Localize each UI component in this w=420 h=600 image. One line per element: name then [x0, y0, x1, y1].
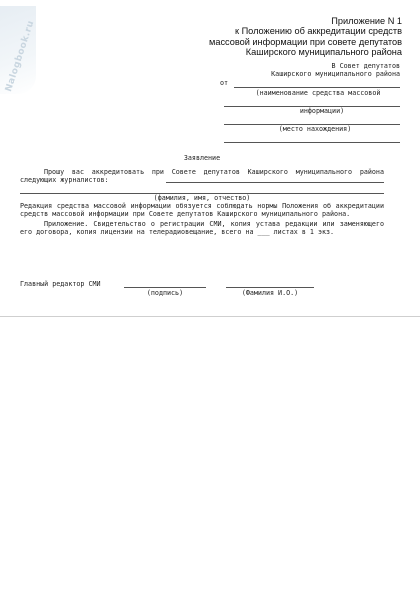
signature-caption: (подпись) — [146, 289, 184, 297]
header-line: массовой информации при совете депутатов — [209, 36, 402, 47]
media-name-caption: (наименование средства массовой — [255, 89, 381, 97]
page-bottom-divider — [0, 316, 420, 317]
watermark-ribbon — [0, 6, 36, 94]
name-line — [226, 287, 314, 288]
header-line: Каширского муниципального района — [245, 47, 402, 58]
from-field — [214, 78, 400, 89]
location-caption: (место нахождения) — [278, 125, 352, 133]
from-prefix: от — [220, 79, 229, 87]
fio-caption: (фамилия, имя, отчество) — [153, 194, 251, 202]
obligation-paragraph: Редакция средства массовой информации обязуется соблюдать нормы Положения об аккредитации средств массовой информации при Совете депутатов Каширского муниципального района. — [20, 202, 384, 218]
name-caption: (Фамилия И.О.) — [241, 289, 299, 297]
header-line: Приложение N 1 — [331, 16, 402, 26]
signature-block — [20, 280, 384, 302]
media-name-line — [234, 87, 400, 88]
appendix-header — [142, 16, 402, 58]
location-line-2 — [224, 142, 400, 143]
addressee-line: Каширского муниципального района — [271, 70, 400, 78]
signature-role-label: Главный редактор СМИ — [20, 280, 101, 288]
addressee-block — [214, 62, 400, 143]
statement-body — [20, 154, 384, 236]
media-name-caption-2: информации) — [299, 107, 345, 115]
watermark-text: Nalogbook.ru — [4, 19, 37, 94]
statement-title: Заявление — [183, 154, 221, 162]
signature-line — [124, 287, 206, 288]
addressee-line: В Совет депутатов — [331, 62, 400, 70]
request-paragraph — [20, 168, 384, 184]
attachment-paragraph: Приложение. Свидетельство о регистрации СМИ, копия устава редакции или заменяющего его договора, копия лицензии на телерадиовещание, всего на ___ листах в 1 экз. — [20, 220, 384, 236]
request-text: Прошу вас аккредитовать при Совете депутатов Каширского муниципального района следующих журналистов: — [20, 168, 384, 184]
header-line: к Положению об аккредитации средств — [235, 26, 402, 37]
